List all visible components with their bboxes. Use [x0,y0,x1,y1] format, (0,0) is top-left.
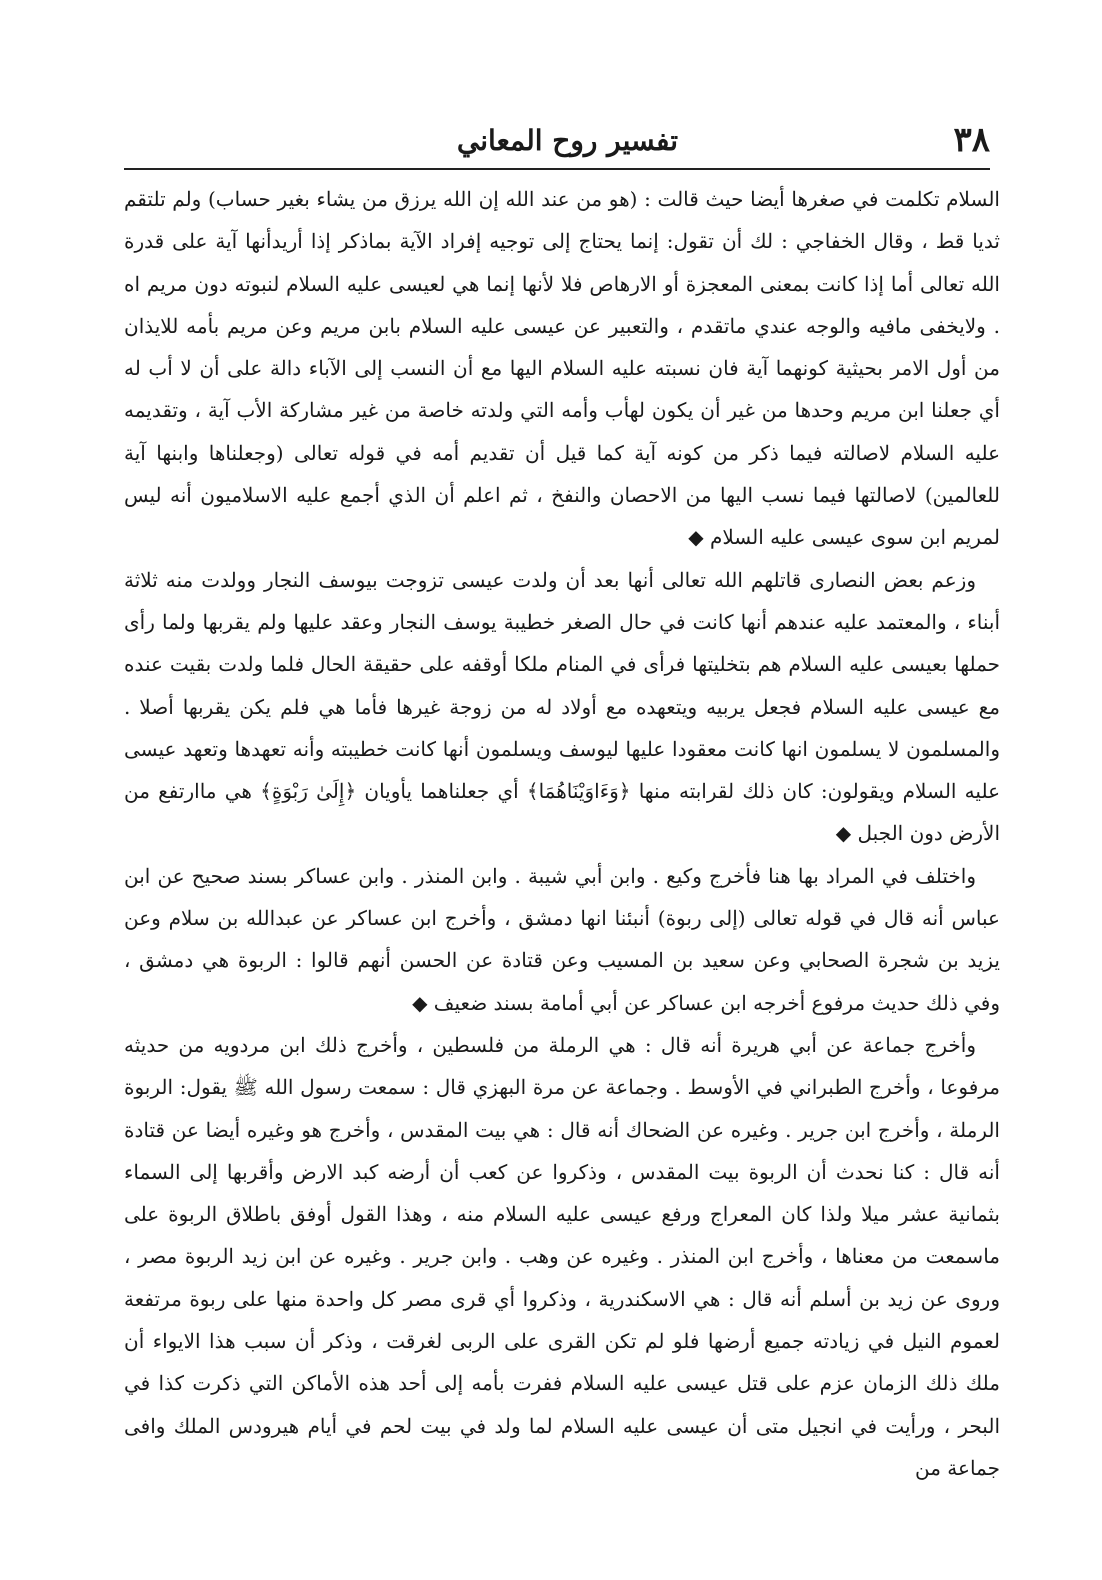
paragraph: السلام تكلمت في صغرها أيضا حيث قالت : (هو من عند الله إن الله يرزق من يشاء بغير حساب) ولم تلتقم ثديا قط ، وقال الخفاجي : لك أن تقول: إنما يحتاج إلى توجيه إفراد الآية بماذكر إذا أريدأنها آية على قدرة الله تعالى أما إذا كانت بمعنى المعجزة أو الارهاص فلا لأنها إنما هي لعيسى عليه السلام لنبوته دون مريم اه . ولايخفى مافيه والوجه عندي ماتقدم ، والتعبير عن عيسى عليه السلام بابن مريم وعن مريم بأمه للايذان من أول الامر بحيثية كونهما آية فان نسبته عليه السلام اليها مع أن النسب إلى الآباء دالة على أن لا أب له أي جعلنا ابن مريم وحدها من غير أن يكون لهأب وأمه التي ولدته خاصة من غير مشاركة الأب آية ، وتقديمه عليه السلام لاصالته فيما ذكر من كونه آية كما قيل أن تقديم أمه في قوله تعالى (وجعلناها وابنها آية للعالمين) لاصالتها فيما نسب اليها من الاحصان والنفخ ، ثم اعلم أن الذي أجمع عليه الاسلاميون أنه ليس لمريم ابن سوى عيسى عليه السلام ◆ [124,187,1001,550]
paragraph: وأخرج جماعة عن أبي هريرة أنه قال : هي الرملة من فلسطين ، وأخرج ذلك ابن مردويه من حديثه مرفوعا ، وأخرج الطبراني في الأوسط . وجماعة عن مرة البهزي قال : سمعت رسول الله ﷺ يقول: الربوة الرملة ، وأخرج ابن جرير . وغيره عن الضحاك أنه قال : هي بيت المقدس ، وأخرج هو وغيره أيضا عن قتادة أنه قال : كنا نحدث أن الربوة بيت المقدس ، وذكروا عن كعب أن أرضه كبد الارض وأقربها إلى السماء بثمانية عشر ميلا ولذا كان المعراج ورفع عيسى عليه السلام منه ، وهذا القول أوفق باطلاق الربوة على ماسمعت من معناها ، وأخرج ابن المنذر . وغيره عن وهب . وابن جرير . وغيره عن ابن زيد الربوة مصر ، وروى عن زيد بن أسلم أنه قال : هي الاسكندرية ، وذكروا أي قرى مصر كل واحدة منها على ربوة مرتفعة لعموم النيل في زيادته جميع أرضها فلو لم تكن القرى على الربى لغرقت ، وذكر أن سبب هذا الايواء أن ملك ذلك الزمان عزم على قتل عيسى عليه السلام ففرت بأمه إلى أحد هذه الأماكن التي ذكرت كذا في البحر ، ورأيت في انجيل متى أن عيسى عليه السلام لما ولد في بيت لحم في أيام هيرودس الملك وافى جماعة من [124,1032,1001,1480]
paragraph: واختلف في المراد بها هنا فأخرج وكيع . وابن أبي شيبة . وابن المنذر . وابن عساكر بسند صحيح عن ابن عباس أنه قال في قوله تعالى (إلى ربوة) أنبئنا انها دمشق ، وأخرج ابن عساكر عن عبدالله بن سلام وعن يزيد بن شجرة الصحابي وعن سعيد بن المسيب وعن قتادة عن الحسن أنهم قالوا : الربوة هي دمشق ، وفي ذلك حديث مرفوع أخرجه ابن عساكر عن أبي أمامة بسند ضعيف ◆ [124,863,1000,1015]
page-header [124,118,990,162]
text-body [124,178,1000,1489]
page-title: تفسير روح المعاني [456,124,678,157]
paragraph: وزعم بعض النصارى قاتلهم الله تعالى أنها بعد أن ولدت عيسى تزوجت بيوسف النجار وولدت منه ثلاثة أبناء ، والمعتمد عليه عندهم أنها كانت في حال الصغر خطيبة يوسف النجار وعقد عليها ولم يقربها ولما رأى حملها بعيسى عليه السلام هم بتخليتها فرأى في المنام ملكا أوقفه على حقيقة الحال فلما ولدت بقيت عنده مع عيسى عليه السلام فجعل يربيه ويتعهده مع أولاد له من زوجة غيرها فأما هي فلم يكن يقربها أصلا . والمسلمون لا يسلمون انها كانت معقودا عليها ليوسف ويسلمون أنها كانت خطيبته وأنه تعهدها وتعهد عيسى عليه السلام ويقولون: كان ذلك لقرابته منها ﴿وَءَاوَيْنَاهُمَا﴾ أي جعلناهما يأويان ﴿إِلَىٰ رَبْوَةٍ﴾ هي ماارتفع من الأرض دون الجبل ◆ [124,567,1000,846]
header-rule [124,168,990,170]
page-number: ٣٨ [953,120,990,160]
